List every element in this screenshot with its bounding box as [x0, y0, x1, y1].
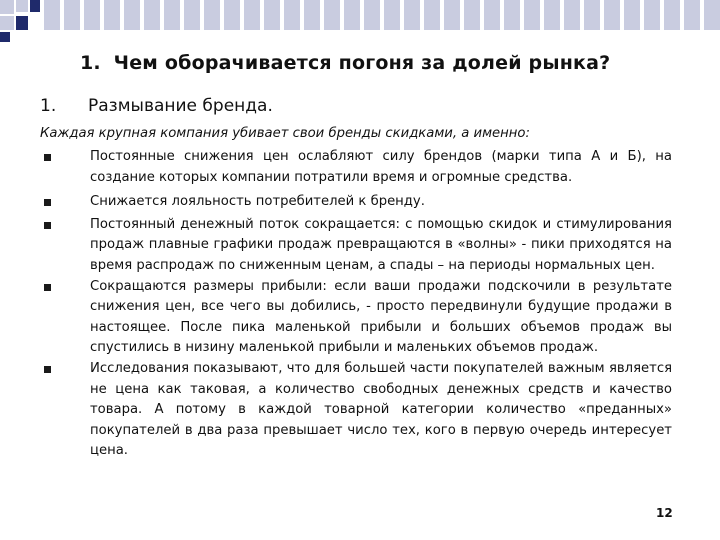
section-heading [40, 96, 273, 116]
slide-title-number: 1. [80, 52, 101, 74]
list-item [40, 215, 672, 277]
deco-square [284, 0, 300, 30]
deco-square [124, 0, 140, 30]
list-item-text: Сокращаются размеры прибыли: если ваши продажи подскочили в результате снижения цен, все чего вы добились, - просто передвинули будущие продажи в настоящее. После пика маленькой прибыли и больших объемов продаж вы спустились в низину маленькой прибыли и маленьких объемов продаж. [90, 278, 672, 356]
deco-square [244, 0, 260, 30]
square-bullet-icon [44, 284, 51, 291]
deco-square [324, 0, 340, 30]
deco-square [204, 0, 220, 30]
deco-square [64, 0, 80, 30]
square-bullet-icon [44, 222, 51, 229]
deco-square [84, 0, 100, 30]
deco-square [16, 0, 28, 12]
square-bullet-icon [44, 154, 51, 161]
deco-square [0, 32, 10, 42]
deco-square [624, 0, 640, 30]
deco-square [484, 0, 500, 30]
deco-square [464, 0, 480, 30]
deco-square [524, 0, 540, 30]
deco-square [30, 0, 40, 12]
deco-square [444, 0, 460, 30]
deco-square [664, 0, 680, 30]
deco-square [184, 0, 200, 30]
deco-square [584, 0, 600, 30]
deco-square [0, 0, 14, 14]
deco-square [504, 0, 520, 30]
deco-square [104, 0, 120, 30]
deco-square [16, 16, 28, 30]
deco-square [44, 0, 60, 30]
square-bullet-icon [44, 366, 51, 373]
deco-square [644, 0, 660, 30]
section-heading-number: 1. [40, 96, 57, 116]
list-item-text: Исследования показывают, что для большей части покупателей важным является не цена как таковая, а количество свободных денежных средств и качество товара. А потому в каждой товарной категории количество «преданных» покупателей в два раза превышает число тех, кого в первую очередь интересует цена. [90, 360, 672, 459]
deco-square [564, 0, 580, 30]
list-item [40, 277, 672, 359]
list-item [40, 147, 672, 188]
deco-square [384, 0, 400, 30]
list-item-text: Постоянные снижения цен ослабляют силу брендов (марки типа А и Б), на создание которых компании потратили время и огромные средства. [90, 149, 672, 185]
decorative-header-pattern [0, 0, 720, 60]
deco-square [604, 0, 620, 30]
deco-square [684, 0, 700, 30]
deco-square [0, 16, 14, 30]
page-number: 12 [656, 506, 673, 520]
slide-title [80, 52, 680, 74]
list-item-text: Снижается лояльность потребителей к бренду. [90, 194, 425, 210]
slide-title-text: Чем оборачивается погоня за долей рынка? [113, 52, 611, 74]
list-item-text: Постоянный денежный поток сокращается: с помощью скидок и стимулирования продаж плавные графики продаж превращаются в «волны» - пики приходятся на время распродаж по сниженным ценам, а спады – на периоды нормальных цен. [90, 216, 672, 273]
bullet-list [40, 147, 672, 462]
intro-text: Каждая крупная компания убивает свои бренды скидками, а именно: [40, 126, 530, 141]
deco-square [404, 0, 420, 30]
deco-square [424, 0, 440, 30]
deco-square [344, 0, 360, 30]
deco-square [304, 0, 320, 30]
deco-square [144, 0, 160, 30]
deco-square [704, 0, 720, 30]
deco-square [544, 0, 560, 30]
deco-square [164, 0, 180, 30]
section-heading-text: Размывание бренда. [88, 96, 273, 116]
deco-square [264, 0, 280, 30]
list-item [40, 359, 672, 462]
deco-square [364, 0, 380, 30]
deco-square [224, 0, 240, 30]
square-bullet-icon [44, 199, 51, 206]
list-item [40, 192, 672, 213]
